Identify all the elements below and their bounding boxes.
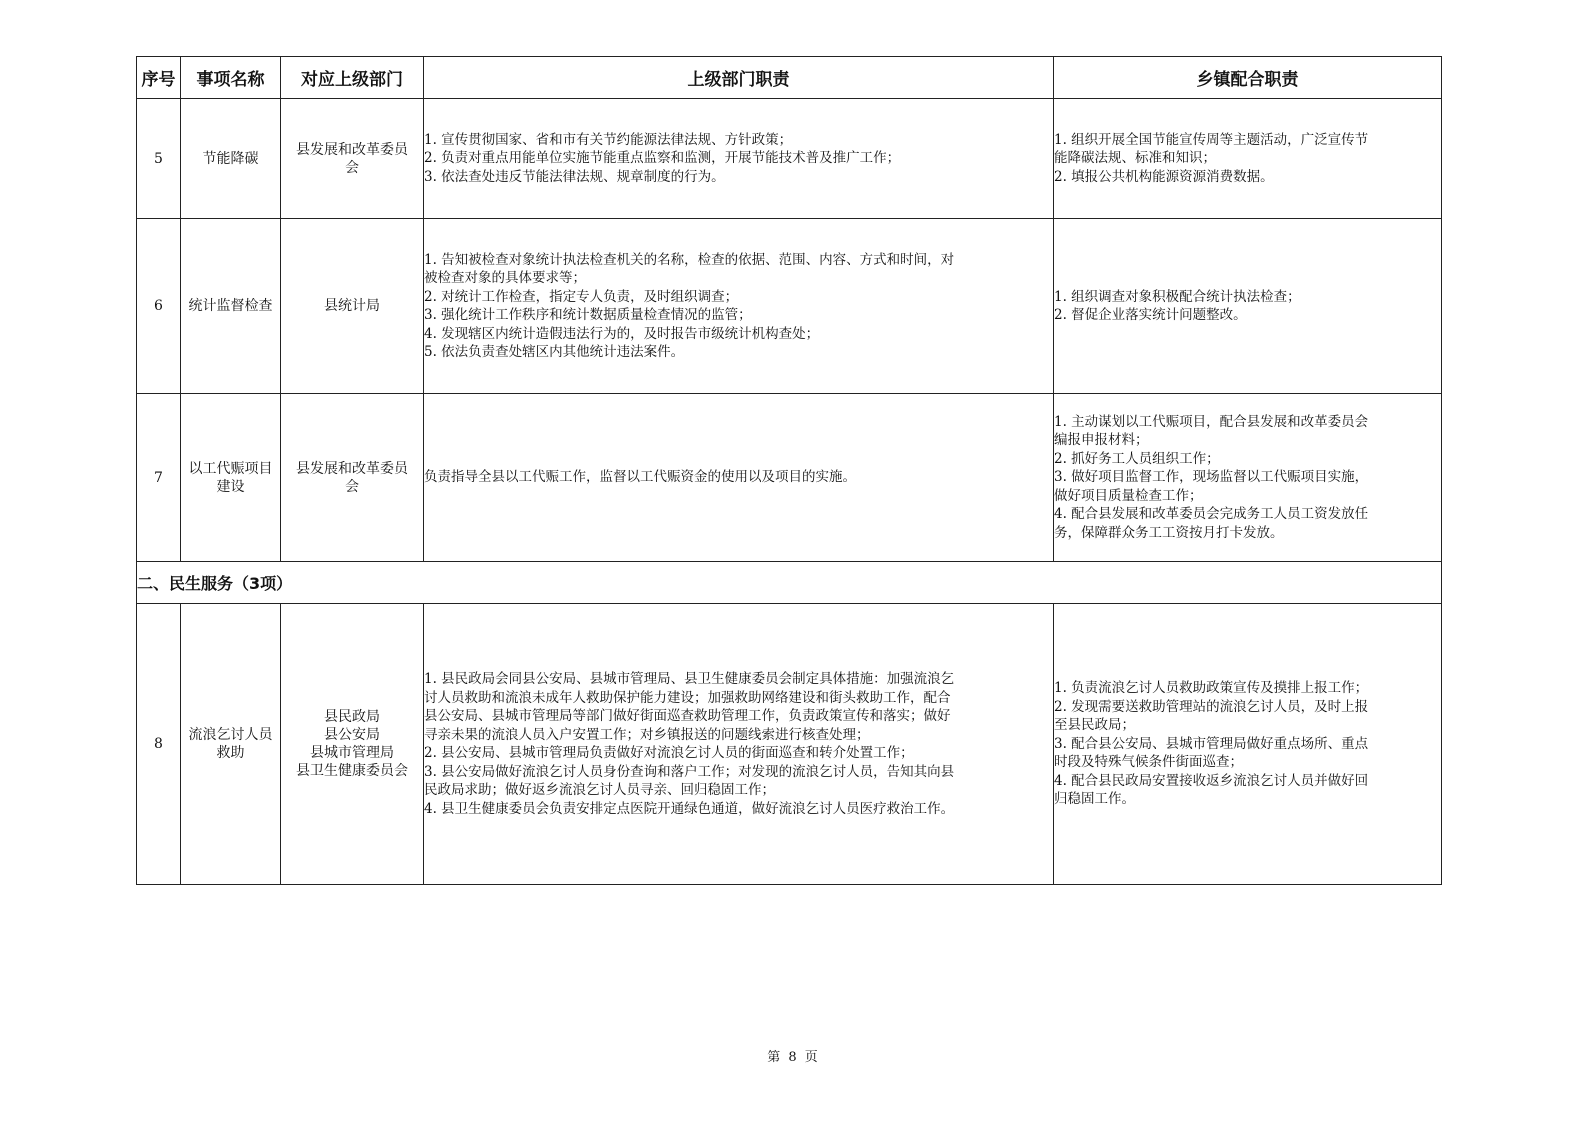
row-item-name xyxy=(181,99,281,219)
row-superior-dept xyxy=(281,604,424,885)
row-town-duty xyxy=(1054,219,1442,394)
duty-line: 2. 县公安局、县城市管理局负责做好对流浪乞讨人员的街面巡查和转介处置工作； xyxy=(424,745,914,761)
item-name-line: 建设 xyxy=(216,478,245,495)
town-line: 编报申报材料； xyxy=(1054,432,1149,449)
town-line: 时段及特殊气候条件街面巡查； xyxy=(1054,754,1243,771)
town-line: 4. 配合县发展和改革委员会完成务工人员工资发放任 xyxy=(1054,506,1369,523)
dept-line: 县统计局 xyxy=(324,298,380,314)
town-line: 2. 督促企业落实统计问题整改。 xyxy=(1054,307,1247,323)
item-name-line: 流浪乞讨人员 xyxy=(188,727,273,743)
dept-line: 县卫生健康委员会 xyxy=(296,763,408,779)
header-superior-duty: 上级部门职责 xyxy=(424,57,1054,99)
duty-line: 负责指导全县以工代赈工作，监督以工代赈资金的使用以及项目的实施。 xyxy=(424,469,856,486)
town-line: 至县民政局； xyxy=(1054,717,1135,734)
town-line: 做好项目质量检查工作； xyxy=(1054,487,1203,504)
town-line: 2. 发现需要送救助管理站的流浪乞讨人员，及时上报 xyxy=(1054,698,1369,715)
town-line: 1. 负责流浪乞讨人员救助政策宣传及摸排上报工作； xyxy=(1054,680,1369,697)
row-superior-duty xyxy=(424,219,1054,394)
row-town-duty xyxy=(1054,604,1442,885)
row-item-name xyxy=(181,394,281,562)
dept-line: 会 xyxy=(345,159,359,176)
table-row xyxy=(137,394,1442,562)
page-number: 第 8 页 xyxy=(767,1050,820,1065)
row-superior-dept xyxy=(281,394,424,562)
section-row xyxy=(137,562,1442,604)
row-superior-dept xyxy=(281,99,424,219)
duty-line: 县公安局、县城市管理局等部门做好街面巡查救助管理工作，负责政策宣传和落实；做好 xyxy=(424,708,951,724)
row-seq: 6 xyxy=(137,219,181,394)
dept-line: 县公安局 xyxy=(324,727,380,743)
row-seq: 7 xyxy=(137,394,181,562)
duty-line: 2. 负责对重点用能单位实施节能重点监察和监测，开展节能技术普及推广工作； xyxy=(424,150,901,167)
row-item-name xyxy=(181,604,281,885)
row-seq: 5 xyxy=(137,99,181,219)
item-name-line: 救助 xyxy=(216,745,245,761)
town-line: 归稳固工作。 xyxy=(1054,791,1135,808)
row-item-name xyxy=(181,219,281,394)
duty-line: 1. 县民政局会同县公安局、县城市管理局、县卫生健康委员会制定具体措施：加强流浪乞 xyxy=(424,671,955,687)
section-title: 二、民生服务（3项） xyxy=(137,562,1442,604)
duty-line: 4. 县卫生健康委员会负责安排定点医院开通绿色通道，做好流浪乞讨人员医疗救治工作。 xyxy=(424,800,955,817)
header-item-name: 事项名称 xyxy=(181,57,281,99)
table-row xyxy=(137,604,1442,885)
dept-line: 县发展和改革委员 xyxy=(296,460,408,477)
town-line: 2. 填报公共机构能源资源消费数据。 xyxy=(1054,168,1274,185)
duty-line: 2. 对统计工作检查，指定专人负责，及时组织调查； xyxy=(424,288,739,305)
dept-line: 县发展和改革委员 xyxy=(296,141,408,158)
duty-line: 4. 发现辖区内统计造假违法行为的，及时报告市级统计机构查处； xyxy=(424,325,820,342)
town-line: 1. 组织开展全国节能宣传周等主题活动，广泛宣传节 xyxy=(1054,131,1369,148)
row-town-duty xyxy=(1054,99,1442,219)
dept-line: 会 xyxy=(345,478,359,495)
town-line: 3. 配合县公安局、县城市管理局做好重点场所、重点 xyxy=(1054,735,1369,752)
header-seq: 序号 xyxy=(137,57,181,99)
header-superior-dept: 对应上级部门 xyxy=(281,57,424,99)
duty-line: 讨人员救助和流浪未成年人救助保护能力建设；加强救助网络建设和街头救助工作，配合 xyxy=(424,689,951,706)
row-superior-duty xyxy=(424,394,1054,562)
duty-line: 1. 宣传贯彻国家、省和市有关节约能源法律法规、方针政策； xyxy=(424,131,793,148)
item-name-line: 以工代赈项目 xyxy=(188,460,273,477)
table-row xyxy=(137,99,1442,219)
dept-line: 县城市管理局 xyxy=(310,745,394,761)
dept-line: 县民政局 xyxy=(324,709,380,725)
table-header-row xyxy=(137,57,1442,99)
row-town-duty xyxy=(1054,394,1442,562)
duty-line: 3. 依法查处违反节能法律法规、规章制度的行为。 xyxy=(424,168,725,185)
duty-line: 民政局求助；做好返乡流浪乞讨人员寻亲、回归稳固工作； xyxy=(424,782,775,798)
duty-line: 5. 依法负责查处辖区内其他统计违法案件。 xyxy=(424,344,685,360)
duty-line: 1. 告知被检查对象统计执法检查机关的名称，检查的依据、范围、内容、方式和时间，对 xyxy=(424,251,955,268)
town-line: 1. 主动谋划以工代赈项目，配合县发展和改革委员会 xyxy=(1054,413,1369,430)
town-line: 能降碳法规、标准和知识； xyxy=(1054,150,1216,167)
duty-line: 3. 县公安局做好流浪乞讨人员身份查询和落户工作；对发现的流浪乞讨人员，告知其向县 xyxy=(424,763,955,780)
responsibility-table xyxy=(136,56,1442,885)
item-name-line: 节能降碳 xyxy=(202,150,259,167)
duty-line: 被检查对象的具体要求等； xyxy=(424,270,586,286)
town-line: 1. 组织调查对象积极配合统计执法检查； xyxy=(1054,288,1301,305)
item-name-line: 统计监督检查 xyxy=(188,298,273,314)
town-line: 务，保障群众务工工资按月打卡发放。 xyxy=(1054,524,1284,541)
duty-line: 3. 强化统计工作秩序和统计数据质量检查情况的监管； xyxy=(424,307,752,323)
header-town-duty: 乡镇配合职责 xyxy=(1054,57,1442,99)
duty-line: 寻亲未果的流浪人员入户安置工作；对乡镇报送的问题线索进行核查处理； xyxy=(424,726,870,743)
town-line: 3. 做好项目监督工作，现场监督以工代赈项目实施， xyxy=(1054,469,1369,486)
row-seq: 8 xyxy=(137,604,181,885)
row-superior-duty xyxy=(424,604,1054,885)
town-line: 4. 配合县民政局安置接收返乡流浪乞讨人员并做好回 xyxy=(1054,772,1369,789)
row-superior-duty xyxy=(424,99,1054,219)
town-line: 2. 抓好务工人员组织工作； xyxy=(1054,450,1220,467)
row-superior-dept xyxy=(281,219,424,394)
table-row xyxy=(137,219,1442,394)
